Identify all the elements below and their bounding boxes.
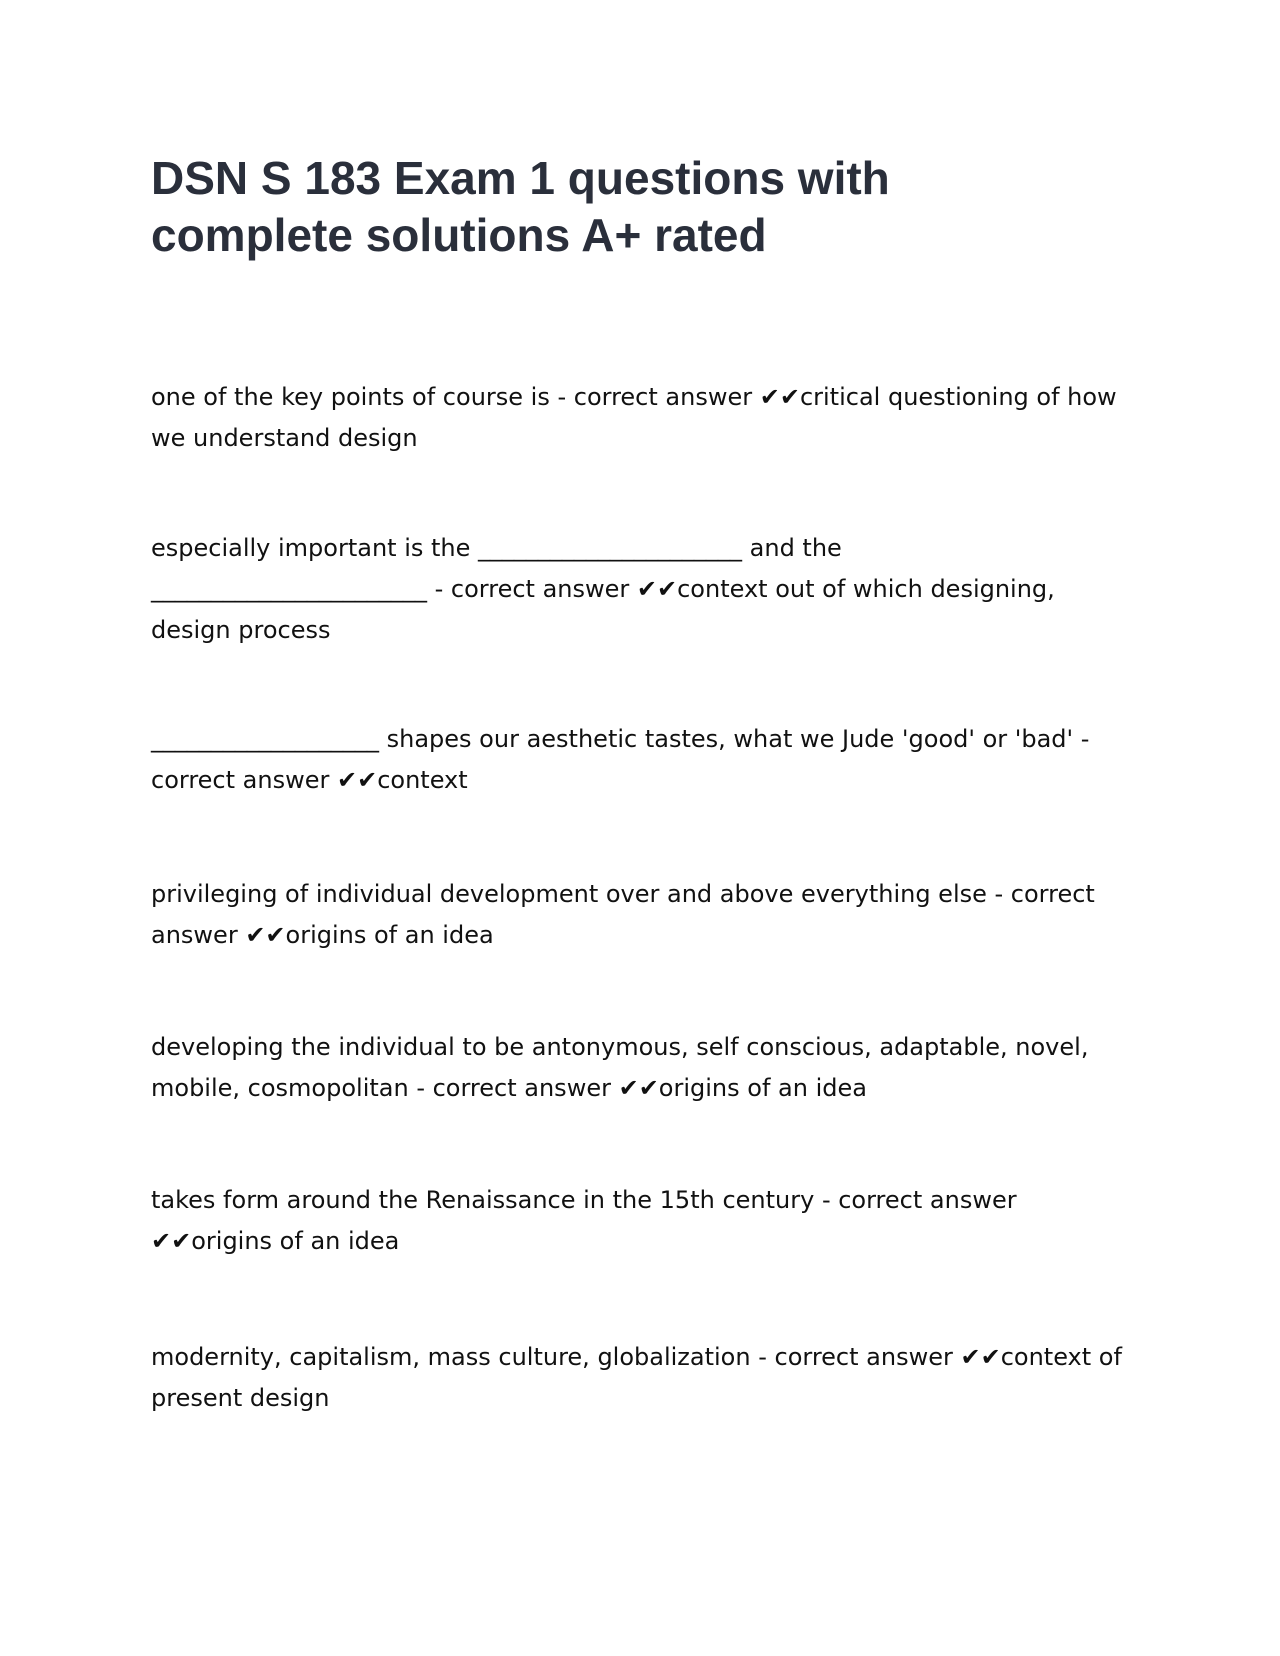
qa-4-line-2: answer ✔✔origins of an idea <box>151 921 494 949</box>
question-answer-3 <box>151 719 1131 801</box>
qa-7-line-2: present design <box>151 1384 330 1412</box>
qa-3-line-2: correct answer ✔✔context <box>151 766 468 794</box>
qa-3-line-1: ___________________ shapes our aesthetic tastes, what we Jude 'good' or 'bad' - <box>151 725 1090 753</box>
question-answer-5 <box>151 1027 1131 1109</box>
question-answer-1 <box>151 377 1131 459</box>
qa-6-line-2: ✔✔origins of an idea <box>151 1227 400 1255</box>
question-answer-4 <box>151 874 1131 956</box>
qa-2-line-1: especially important is the ______________________ and the <box>151 534 842 562</box>
page-title <box>151 150 1151 264</box>
qa-5-line-1: developing the individual to be antonymous, self conscious, adaptable, novel, <box>151 1033 1089 1061</box>
title-line-2: complete solutions A+ rated <box>151 209 767 261</box>
question-answer-2 <box>151 528 1131 651</box>
qa-2-line-2: _______________________ - correct answer ✔✔context out of which designing, <box>151 575 1055 603</box>
qa-5-line-2: mobile, cosmopolitan - correct answer ✔✔origins of an idea <box>151 1074 867 1102</box>
question-answer-7 <box>151 1337 1131 1419</box>
qa-2-line-3: design process <box>151 616 331 644</box>
qa-7-line-1: modernity, capitalism, mass culture, globalization - correct answer ✔✔context of <box>151 1343 1122 1371</box>
question-answer-6 <box>151 1180 1131 1262</box>
qa-6-line-1: takes form around the Renaissance in the 15th century - correct answer <box>151 1186 1017 1214</box>
qa-1-line-2: we understand design <box>151 424 418 452</box>
title-line-1: DSN S 183 Exam 1 questions with <box>151 152 890 204</box>
qa-1-line-1: one of the key points of course is - correct answer ✔✔critical questioning of how <box>151 383 1117 411</box>
qa-4-line-1: privileging of individual development over and above everything else - correct <box>151 880 1095 908</box>
